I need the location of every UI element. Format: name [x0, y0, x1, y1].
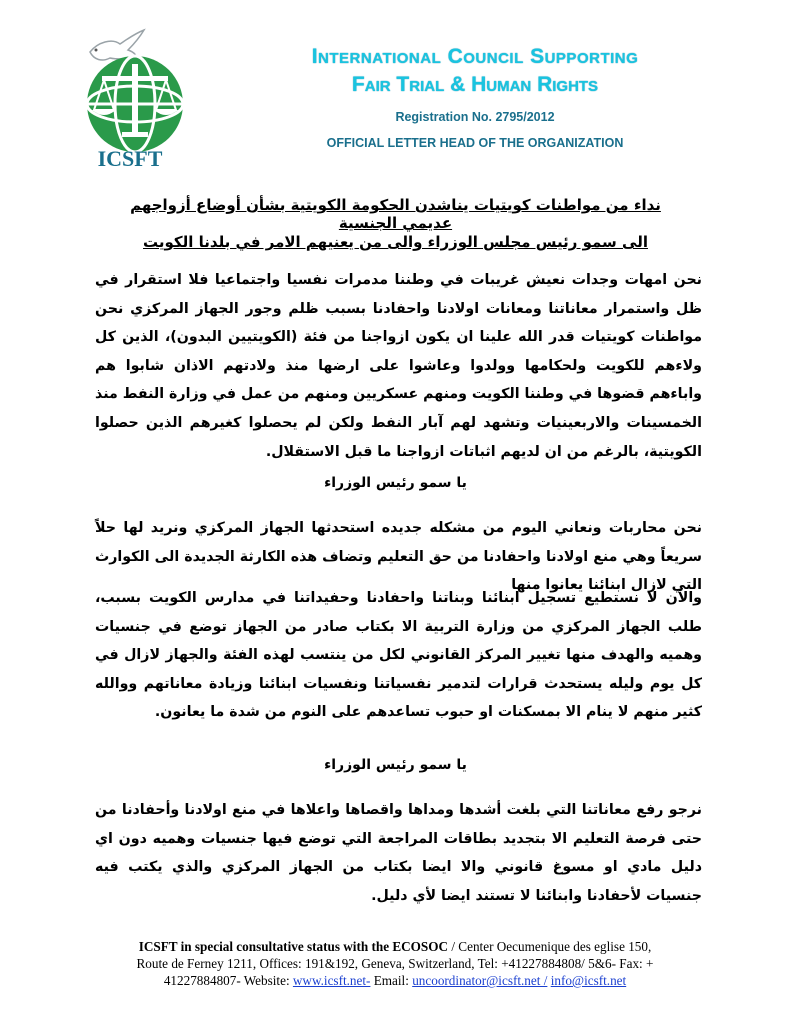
letter-addressee: الى سمو رئيس مجلس الوزراء والى من يعنيهم الامر في بلدنا الكويت — [143, 233, 648, 251]
paragraph-3: والآن لا نستطيع تسجيل ابنائنا وبناتنا واحفادنا وحفيداتنا في مدارس الكويت بسبب، طلب الجهاز المركزي من وزارة التربية الا بكتاب صادر من الجهاز توضع في جنسيات وهميه والهدف منها تغيير المركز القانوني لكل من ينتسب لهذه الفئة والجهاز لازال في كل يوم وليله يستحدث قرارات لتدمير نفسياتنا ونفسيات ابنائنا وزيادة معاناتهم ووالله كثير منهم لا ينام الا بمسكنات او حبوب تساعدهم على النوم من شدة ما يعانون. — [95, 590, 702, 721]
email-label: Email: — [370, 973, 413, 988]
footer-line-3 — [80, 972, 710, 989]
paragraph-4: نرجو رفع معاناتنا التي بلغت أشدها ومداها واقصاها واعلاها في منع اولادنا وأحفادنا من حتى فرصة التعليم الا بتجديد بطاقات المراجعة التي توضع فيها جنسيات وهميه دون اي دليل مادي او مسوغ قانوني والا ايضا بكتاب من الجهاز المركزي والذي يكتب فيه جنسيات لأحفادنا وابنائنا لا تستند ايضا لأي دليل. — [95, 802, 702, 904]
salutation-2: يا سمو رئيس الوزراء — [324, 757, 467, 773]
email-link-coordinator[interactable]: uncoordinator@icsft.net / — [412, 973, 548, 988]
letter-title: نداء من مواطنات كويتيات يناشدن الحكومة الكويتية بشأن أوضاع أزواجهم عديمي الجنسية — [130, 196, 661, 232]
footer-line-2: Route de Ferney 1211, Offices: 191&192, Geneva, Switzerland, Tel: +41227884808/ 5&6- Fax: + — [136, 956, 654, 971]
salutation-1: يا سمو رئيس الوزراء — [324, 475, 467, 491]
logo-text: ICSFT — [97, 146, 163, 171]
letter-footer — [80, 938, 710, 989]
official-letterhead-label: OFFICIAL LETTER HEAD OF THE ORGANIZATION — [326, 136, 624, 150]
email-link-info[interactable]: info@icsft.net — [550, 973, 627, 988]
paragraph-1: نحن امهات وجدات نعيش غريبات في وطننا مدمرات نفسيا واجتماعيا فلا استقرار في ظل واستمرار معاناتنا ومعانات اولادنا واحفادنا بسبب ظلم وجور الجهاز المركزي نحن مواطنات كويتيات قدر الله علينا ان يكون ازواجنا من فئة (الكويتيين البدون)، الذين كل ولاءهم للكويت ولحكامها وولدوا وعاشوا على ارضها منذ ولادتهم الاذان شابوا هم واباءهم قضوها في وطننا الكويت ومنهم عسكريين ومنهم من عمل في وزارة النفط منذ الخمسينات والاربعينيات وتشهد لهم آبار النفط ولكن لم يحصلوا كغيرهم الذين حصلوا الكويتية، بالرغم من ان لديهم اثباتات ازواجنا ما قبل الاستقلال. — [95, 272, 702, 460]
footer-address-start: / Center Oecumenique des eglise 150, — [448, 939, 652, 954]
paragraph-2: نحن محاربات ونعاني اليوم من مشكله جديده استحدثها الجهاز المركزي ونريد لها حلاً سريعاً وهي منع اولادنا واحفادنا من حق التعليم وتضاف هذه الكارثة الجديدة الى الكوارث التي لازال ابنائنا يعانوا منها — [95, 520, 702, 594]
scales-globe-icon — [60, 22, 200, 172]
footer-line-1 — [80, 938, 710, 955]
website-link[interactable]: www.icsft.net- — [292, 973, 371, 988]
organization-name-line2: Fair Trial & Human Rights — [351, 73, 599, 96]
consultative-status: ICSFT in special consultative status with the ECOSOC — [138, 939, 449, 954]
organization-name-block — [210, 32, 740, 150]
fax-website-label: 41227884807- Website: — [163, 973, 293, 988]
letterhead — [60, 22, 740, 172]
organization-name-line1: International Council Supporting — [311, 45, 639, 68]
registration-number: Registration No. 2795/2012 — [395, 110, 555, 124]
organization-logo — [60, 22, 200, 172]
